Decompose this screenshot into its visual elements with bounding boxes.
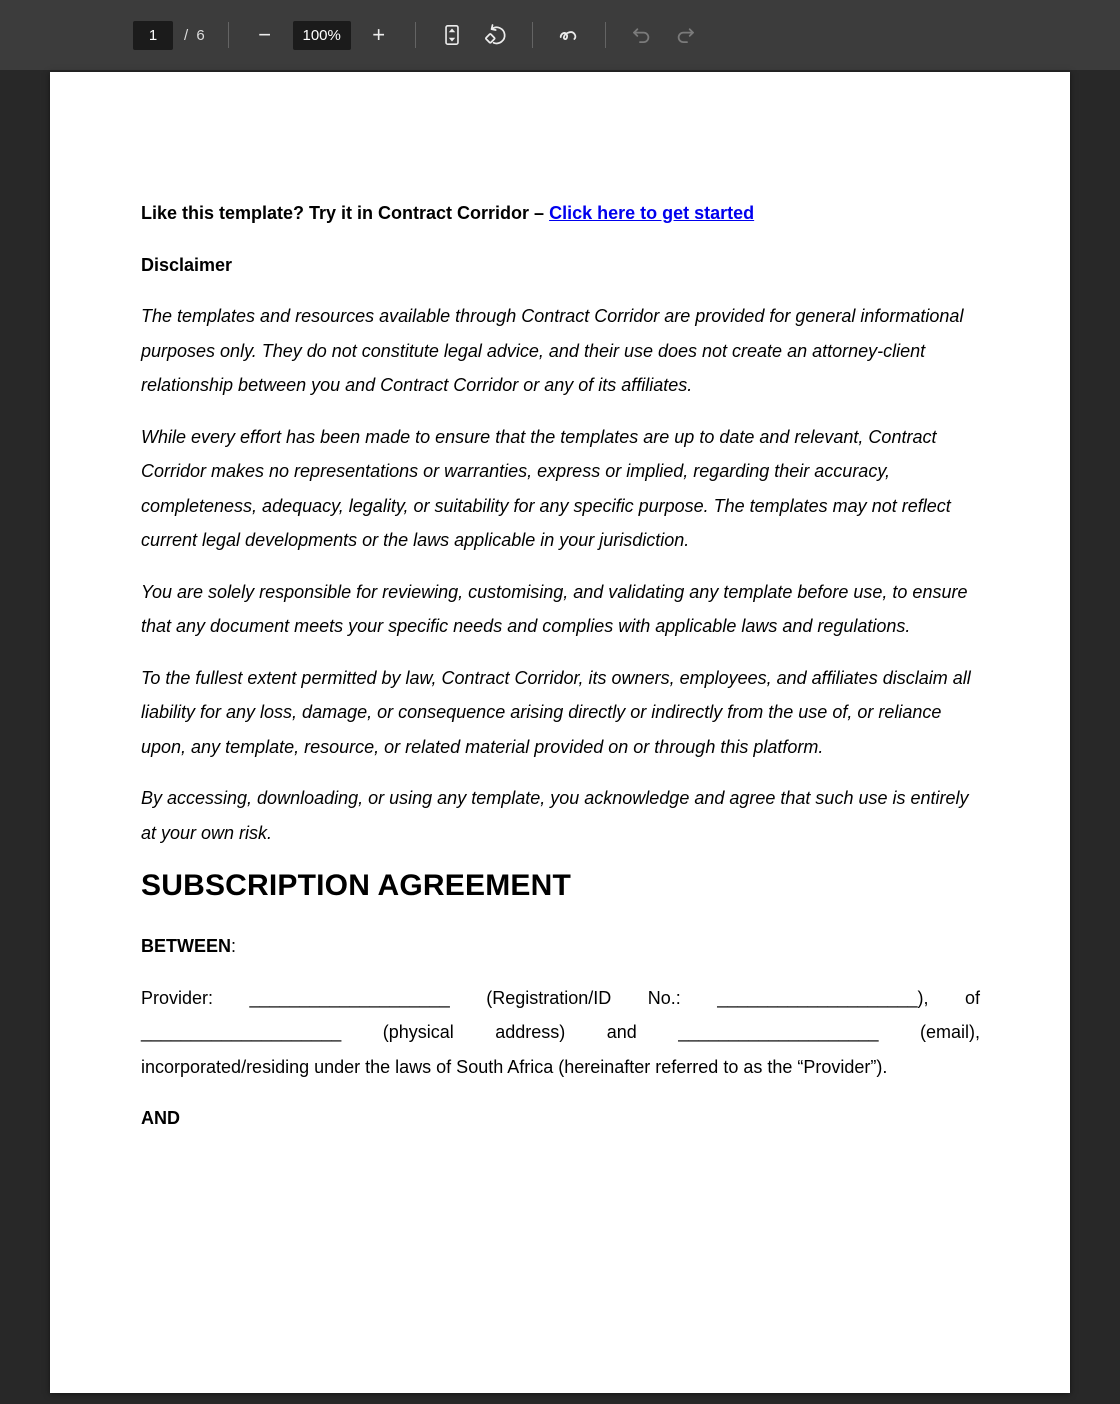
page-number-input[interactable]: [133, 21, 173, 50]
toolbar-divider: [415, 22, 416, 48]
undo-button[interactable]: [627, 20, 657, 50]
agreement-title: SUBSCRIPTION AGREEMENT: [141, 869, 571, 902]
pdf-canvas: [0, 70, 1120, 1404]
draw-ink-button[interactable]: [554, 20, 584, 50]
undo-icon: [629, 23, 654, 48]
provider-clause-line: Provider: ____________________ (Registration/ID No.: ____________________), of: [141, 987, 980, 1008]
zoom-in-button[interactable]: +: [364, 20, 394, 50]
template-cta-line: [141, 196, 980, 231]
provider-clause: [141, 981, 980, 1085]
redo-button[interactable]: [671, 20, 701, 50]
disclaimer-heading: Disclaimer: [141, 254, 233, 275]
between-label: [141, 929, 980, 964]
toolbar-divider: [532, 22, 533, 48]
between-colon: :: [231, 936, 237, 956]
redo-icon: [673, 23, 698, 48]
rotate-icon: [483, 22, 509, 48]
draw-ink-icon: [556, 23, 581, 48]
disclaimer-paragraph: While every effort has been made to ensure that the templates are up to date and relevant, Contract Corridor makes no representations or warranties, express or implied, regarding their accuracy, completeness, adequacy, legality, or suitability for any specific purpose. The templates may not reflect current legal developments or the laws applicable in your jurisdiction.: [141, 426, 951, 550]
zoom-out-button[interactable]: −: [250, 20, 280, 50]
cta-prefix-text: Like this template? Try it in Contract Corridor –: [141, 203, 550, 223]
between-word: BETWEEN: [141, 936, 231, 956]
disclaimer-paragraph: You are solely responsible for reviewing, customising, and validating any template before use, to ensure that any document meets your specific needs and complies with applicable laws and regulations.: [141, 581, 968, 636]
toolbar-divider: [228, 22, 229, 48]
disclaimer-paragraph: To the fullest extent permitted by law, Contract Corridor, its owners, employees, and affiliates disclaim all liability for any loss, damage, or consequence arising directly or indirectly from the use of, or reliance upon, any template, resource, or related material provided on or through this platform.: [141, 667, 971, 757]
page-fit-icon: [439, 22, 465, 48]
page-fit-button[interactable]: [437, 20, 467, 50]
pdf-page-1: [50, 72, 1070, 1393]
page-count-label: / 6: [184, 26, 207, 44]
provider-clause-line: incorporated/residing under the laws of South Africa (hereinafter referred to as the “Provider”).: [141, 1056, 888, 1077]
disclaimer-paragraph: The templates and resources available through Contract Corridor are provided for general informational purposes only. They do not constitute legal advice, and their use does not create an attorney-client relationship between you and Contract Corridor or any of its affiliates.: [141, 306, 964, 395]
rotate-button[interactable]: [481, 20, 511, 50]
zoom-level-display: 100%: [293, 21, 351, 50]
disclaimer-paragraph: By accessing, downloading, or using any template, you acknowledge and agree that such use is entirely at your own risk.: [141, 788, 969, 843]
and-label: AND: [141, 1108, 180, 1128]
toolbar-divider: [605, 22, 606, 48]
get-started-link[interactable]: Click here to get started: [549, 203, 755, 223]
pdf-toolbar: [0, 0, 1120, 70]
provider-clause-line: ____________________ (physical address) and ____________________ (email),: [141, 1022, 980, 1042]
